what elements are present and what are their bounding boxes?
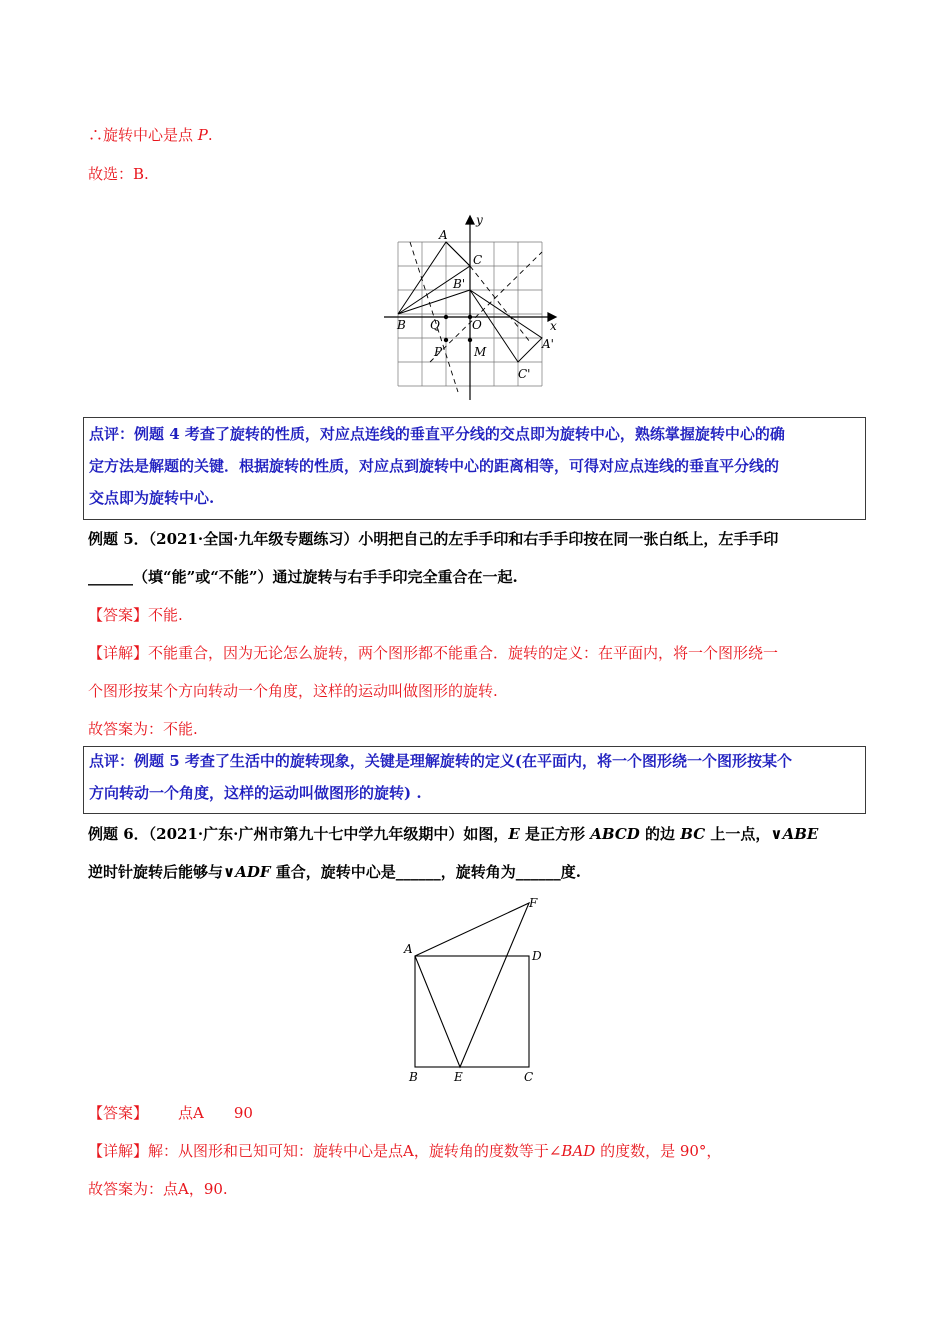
label-A: A: [439, 228, 448, 242]
choose-line: 故选：B.: [88, 165, 149, 183]
comment5-line2: 方向转动一个角度，这样的运动叫做图形的旋转) .: [89, 784, 422, 802]
label-P: P: [434, 345, 443, 359]
therefore-line: [88, 125, 213, 145]
label-O: O: [472, 318, 482, 332]
comment5-line1: 点评：例题 5 考查了生活中的旋转现象，关键是理解旋转的定义(在平面内，将一个图形绕一个图形按某个: [89, 752, 792, 770]
square-rotation-figure: [400, 895, 560, 1085]
example5-detail-line2: 个图形按某个方向转动一个角度，这样的运动叫做图形的旋转.: [88, 682, 498, 700]
answer-angle: 90: [233, 1104, 253, 1122]
comment4-line3: 交点即为旋转中心.: [89, 489, 215, 507]
ex6-prefix: 例题 6．（2021·广东·广州市第九十七中学九年级期中）如图，: [88, 825, 509, 843]
example5-answer: [88, 605, 183, 625]
label-x: x: [550, 319, 557, 333]
answer-point: 点A: [178, 1104, 204, 1122]
ex6-mid3: 上一点，: [705, 825, 771, 843]
label-B: B: [409, 1070, 418, 1084]
label-A-prime: A': [542, 337, 554, 351]
label-A: A: [404, 942, 413, 956]
detail-text: 不能重合，因为无论怎么旋转，两个图形都不能重合．旋转的定义：在平面内，将一个图形绕一: [148, 644, 779, 662]
label-F: F: [529, 896, 538, 910]
comment4-line1: 点评：例题 4 考查了旋转的性质，对应点连线的垂直平分线的交点即为旋转中心，熟练掌握旋转中心的确: [89, 425, 785, 443]
label-B-prime: B': [453, 277, 466, 291]
example6-question-line1: [88, 824, 818, 844]
detail-angle: ∠BAD: [548, 1142, 596, 1160]
label-E: E: [454, 1070, 463, 1084]
answer-tag: 【答案】: [88, 606, 149, 624]
ex6-side: BC: [680, 825, 706, 843]
label-y: y: [476, 213, 483, 227]
example5-question-line1: 例题 5．（2021·全国·九年级专题练习）小明把自己的左手手印和右手手印按在同一张白纸上，左手手印: [88, 530, 779, 548]
label-D: D: [532, 949, 542, 963]
example5-question-line2: ______（填“能”或“不能”）通过旋转与右手手印完全重合在一起.: [88, 568, 518, 586]
example5-detail-line1: [88, 643, 778, 663]
comment-box-example4: [83, 417, 866, 520]
label-M: M: [474, 345, 487, 359]
square-abcd: [415, 956, 529, 1067]
ex6-mid2: 的边: [639, 825, 681, 843]
detail-tag: 【详解】: [88, 644, 149, 662]
therefore-text: ∴旋转中心是点: [88, 126, 198, 144]
rotation-grid-figure: [380, 212, 570, 402]
triangles-abe-adf: [415, 903, 529, 1067]
detail-tag: 【详解】: [88, 1142, 149, 1160]
ex6-line2-post: 重合，旋转中心是______，旋转角为______度.: [270, 863, 581, 881]
ex6-mid1: 是正方形: [519, 825, 591, 843]
answer-text: 不能.: [148, 606, 183, 624]
comment4-line2: 定方法是解题的关键．根据旋转的性质，对应点到旋转中心的距离相等，可得对应点连线的垂直平分线的: [89, 457, 780, 475]
ex6-triangle-abe: ∨ABE: [770, 825, 819, 843]
ex6-square: ABCD: [590, 825, 640, 843]
label-C-prime: C': [518, 367, 531, 381]
example5-final: 故答案为：不能.: [88, 720, 198, 738]
label-C: C: [473, 253, 483, 267]
therefore-suffix: .: [207, 126, 213, 144]
comment-box-example5: [83, 746, 866, 814]
ex6-line2-pre: 逆时针旋转后能够与: [88, 863, 224, 881]
ex6-triangle-adf: ∨ADF: [223, 863, 271, 881]
example6-detail: [88, 1141, 721, 1161]
label-C: C: [524, 1070, 534, 1084]
ex6-point-e: E: [508, 825, 520, 843]
answer-tag: 【答案】: [88, 1104, 149, 1122]
example6-question-line2: [88, 862, 581, 882]
detail-post: 的度数，是 90°，: [595, 1142, 722, 1160]
label-B: B: [397, 318, 406, 332]
example6-answer: [88, 1103, 253, 1123]
example6-final: 故答案为：点A，90.: [88, 1180, 228, 1198]
figure1-labels: [396, 213, 557, 381]
detail-pre: 解：从图形和已知可知：旋转中心是点A，旋转角的度数等于: [148, 1142, 549, 1160]
therefore-var: P: [197, 126, 208, 144]
label-Q: Q: [430, 318, 440, 332]
